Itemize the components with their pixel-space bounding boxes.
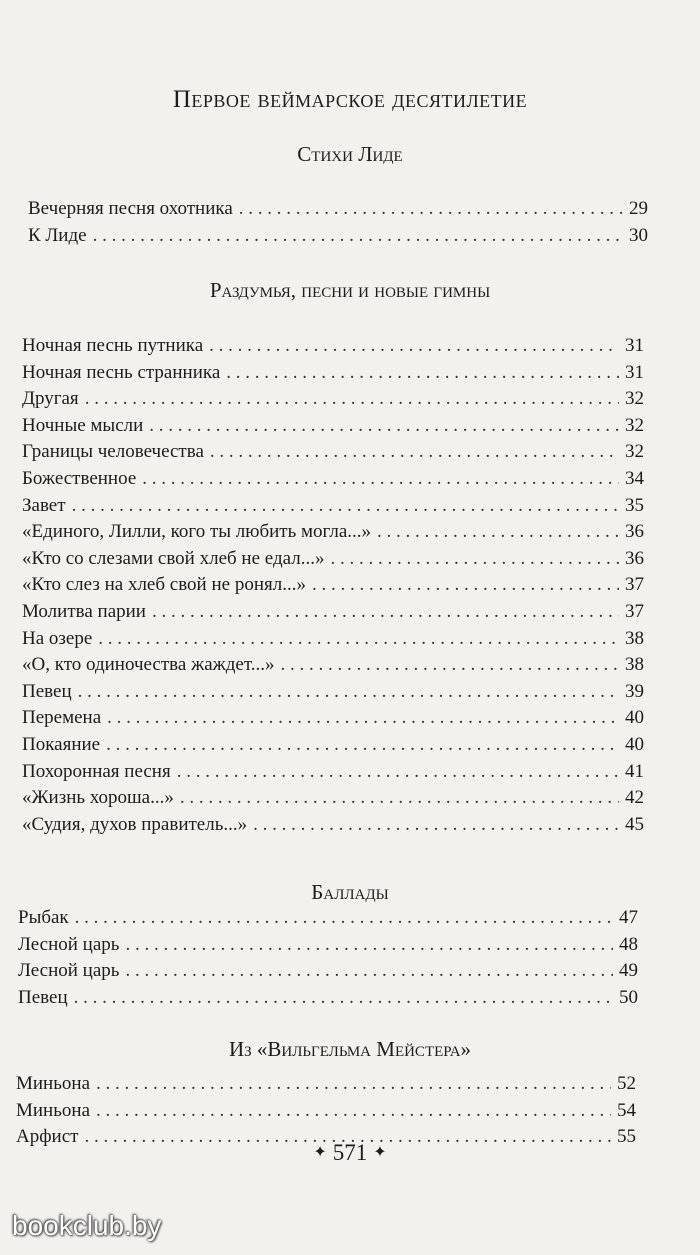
dot-leader [98,626,619,653]
dot-leader [72,493,619,520]
entry-title: Лесной царь [18,960,120,982]
toc-entry [22,652,644,679]
dot-leader [226,360,619,387]
entry-page: 38 [625,654,644,676]
entry-page: 37 [625,574,644,596]
entry-title: Миньона [16,1099,90,1121]
watermark: bookclub.by [12,1210,162,1241]
toc-entry [22,705,644,732]
entry-page: 50 [619,986,638,1008]
entry-page: 38 [625,627,644,649]
page-number-value: 571 [332,1140,368,1165]
dot-leader [96,1098,611,1125]
entry-title: Вечерняя песня охотника [28,198,233,219]
entry-title: Ночные мысли [22,414,144,436]
toc-entry [22,493,644,520]
entry-page: 29 [629,198,648,219]
entry-page: 48 [619,933,638,955]
entry-page: 54 [617,1099,636,1121]
toc-entry [16,1071,636,1098]
dot-leader [107,705,619,732]
entry-page: 31 [625,361,644,383]
entry-title: Молитва парии [22,600,146,622]
toc-entry [22,466,644,493]
dot-leader [106,732,619,759]
entry-title: Ночная песнь путника [22,335,204,356]
toc-entry [22,732,644,759]
entry-title: «Единого, Лилли, кого ты любить могла...» [22,521,372,543]
entry-page: 30 [629,224,648,246]
dot-leader [239,196,623,223]
toc-list [22,333,644,838]
entry-title: Другая [22,388,79,410]
toc-entry [22,519,644,546]
entry-page: 32 [625,414,644,436]
dot-leader [125,958,613,985]
page-title: Первое веймарское десятилетие [172,86,528,113]
entry-page: 36 [625,547,644,569]
section-heading: Раздумья, песни и новые гимны [209,278,491,302]
entry-title: На озере [22,627,93,649]
dot-leader [209,333,619,360]
dot-leader [93,223,623,250]
dot-leader [152,599,619,626]
section-heading: Из «Вильгельма Мейстера» [228,1037,472,1061]
dot-leader [377,519,619,546]
dot-leader [312,572,619,599]
section-heading: Баллады [311,880,389,904]
toc-entry [22,386,644,413]
entry-title: Ночная песнь странника [22,361,221,383]
dot-leader [125,932,613,959]
entry-title: Певец [22,680,72,702]
entry-title: Покаяние [22,733,101,755]
entry-page: 55 [617,1126,636,1148]
entry-page: 49 [619,960,638,982]
dot-leader [78,679,619,706]
toc-list [28,196,648,249]
entry-title: Похоронная песня [22,760,171,782]
toc-entry [22,759,644,786]
entry-title: Певец [18,986,68,1008]
entry-page: 37 [625,600,644,622]
toc-list [16,1071,636,1151]
entry-title: Божественное [22,467,137,489]
page-number [0,1140,700,1166]
entry-page: 40 [625,733,644,755]
toc-list [18,905,638,1011]
toc-entry [22,439,644,466]
dot-leader [253,812,619,839]
ornament-icon: ✦ [373,1144,387,1161]
entry-title: Лесной царь [18,933,120,955]
toc-entry [18,985,638,1012]
toc-entry [18,958,638,985]
toc-entry [22,572,644,599]
dot-leader [96,1071,611,1098]
toc-entry [22,546,644,573]
dot-leader [142,466,619,493]
toc-entry [28,223,648,250]
entry-page: 34 [625,467,644,489]
dot-leader [149,413,619,440]
toc-entry [18,905,638,932]
entry-title: Границы человечества [22,441,204,463]
dot-leader [280,652,619,679]
entry-page: 39 [625,680,644,702]
entry-title: «Судия, духов правитель...» [22,813,248,835]
entry-page: 47 [619,907,638,928]
entry-page: 52 [617,1073,636,1094]
ornament-icon: ✦ [313,1144,327,1161]
entry-page: 42 [625,787,644,809]
toc-entry [22,360,644,387]
section-heading: Стихи Лиде [297,142,403,166]
entry-title: Перемена [22,707,102,729]
toc-entry [22,812,644,839]
dot-leader [330,546,619,573]
toc-entry [16,1098,636,1125]
toc-entry [22,785,644,812]
toc-entry [22,599,644,626]
dot-leader [210,439,619,466]
toc-entry [22,413,644,440]
entry-page: 41 [625,760,644,782]
toc-entry [18,932,638,959]
toc-entry [22,679,644,706]
entry-title: Арфист [16,1126,79,1148]
dot-leader [74,985,613,1012]
dot-leader [180,785,619,812]
dot-leader [85,386,619,413]
entry-title: «Кто слез на хлеб свой не ронял...» [22,574,306,596]
entry-page: 40 [625,707,644,729]
entry-page: 35 [625,494,644,516]
dot-leader [177,759,619,786]
entry-page: 31 [625,335,644,356]
toc-entry [22,626,644,653]
toc-entry [22,333,644,360]
entry-title: «Жизнь хороша...» [22,787,174,809]
entry-title: «О, кто одиночества жаждет...» [22,654,275,676]
entry-page: 32 [625,388,644,410]
entry-title: Миньона [16,1073,90,1094]
entry-page: 32 [625,441,644,463]
entry-page: 36 [625,521,644,543]
dot-leader [75,905,613,932]
entry-title: «Кто со слезами свой хлеб не едал...» [22,547,325,569]
entry-page: 45 [625,813,644,835]
entry-title: Завет [22,494,66,516]
entry-title: Рыбак [18,907,69,928]
entry-title: К Лиде [28,224,87,246]
toc-entry [28,196,648,223]
